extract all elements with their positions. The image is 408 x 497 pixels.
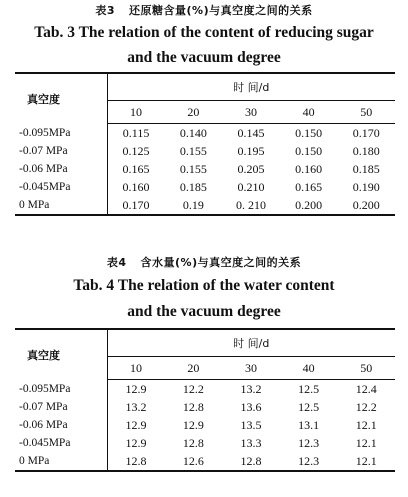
- table4-caption-block: [0, 254, 408, 322]
- table4-row: [15, 434, 395, 452]
- table3-cell: 0. 210: [222, 196, 280, 215]
- table4-cell: 12.8: [107, 452, 165, 471]
- table3-caption-block: [0, 2, 408, 68]
- table3-cell: 0.195: [237, 143, 265, 158]
- table3-cell: 0.150: [295, 143, 323, 158]
- table3-time-header: 时 间/d: [107, 73, 395, 101]
- table3-col-header: 10: [107, 101, 165, 124]
- table4-row-header: 真空度: [15, 329, 107, 380]
- table3-cell: 0.185: [352, 161, 380, 176]
- table4-caption-text: 含水量(%)与真空度之间的关系: [140, 256, 302, 269]
- table3-cell: 0.160: [295, 161, 323, 176]
- table4-cell: 12.8: [182, 399, 204, 414]
- table4-cell: 13.2: [240, 381, 262, 396]
- table3-cell: 0.155: [179, 143, 207, 158]
- table4-cell: 12.1: [355, 417, 377, 432]
- table3-title-en-line1: Tab. 3 The relation of the content of reducing sugar: [34, 24, 374, 41]
- table4-col-header: 10: [107, 357, 165, 380]
- table4-cell: 12.8: [222, 452, 280, 471]
- table4-row: [15, 416, 395, 434]
- table3-cell: 0.125: [122, 143, 150, 158]
- table3-cell: 0.170: [352, 125, 380, 140]
- table4-row-label: -0.045MPa: [15, 434, 107, 452]
- table4-cell: 12.9: [125, 435, 147, 450]
- table3-cell: 0.200: [280, 196, 338, 215]
- table3-row: [15, 178, 395, 196]
- table3-cell: 0.185: [179, 179, 207, 194]
- table3-row-label: -0.095MPa: [15, 124, 107, 143]
- table3-cell: 0.180: [352, 143, 380, 158]
- table4-cell: 12.8: [182, 435, 204, 450]
- table4-row: [15, 452, 395, 471]
- table3-cell: 0.145: [237, 125, 265, 140]
- table4: [15, 328, 395, 472]
- table3-row-label: -0.045MPa: [15, 178, 107, 196]
- table4-col-header: 40: [280, 357, 338, 380]
- table4-cell: 12.2: [355, 399, 377, 414]
- table4-cell: 12.3: [298, 435, 320, 450]
- table4-cell: 12.4: [355, 381, 377, 396]
- table4-cell: 13.6: [240, 399, 262, 414]
- table4-cell: 13.2: [125, 399, 147, 414]
- table4-cell: 12.5: [298, 399, 320, 414]
- table3-title-en-line2: and the vacuum degree: [127, 49, 281, 66]
- table3-col-header: 50: [337, 101, 395, 124]
- table3-row-header: 真空度: [15, 73, 107, 124]
- table4-caption-number: 表4: [106, 256, 127, 269]
- table3-row: [15, 142, 395, 160]
- table4-caption-cn: [0, 254, 408, 270]
- table4-title-en-line2: and the vacuum degree: [127, 303, 281, 320]
- table4-cell: 12.5: [298, 381, 320, 396]
- table4-row-label: 0 MPa: [15, 452, 107, 471]
- table3-cell: 0.200: [337, 196, 395, 215]
- table3-row: [15, 124, 395, 143]
- table4-row-label: -0.06 MPa: [15, 416, 107, 434]
- table3-cell: 0.210: [237, 179, 265, 194]
- table4-row-label: -0.095MPa: [15, 380, 107, 399]
- table3-col-header: 40: [280, 101, 338, 124]
- table4-row: [15, 380, 395, 399]
- table3-caption-number: 表3: [95, 4, 116, 17]
- table3-row: [15, 160, 395, 178]
- table3-caption-cn: [0, 2, 408, 18]
- table3-cell: 0.170: [107, 196, 165, 215]
- table3-cell: 0.150: [295, 125, 323, 140]
- table3-cell: 0.19: [165, 196, 223, 215]
- table3-cell: 0.190: [352, 179, 380, 194]
- table3-cell: 0.160: [122, 179, 150, 194]
- table3-row-label: -0.06 MPa: [15, 160, 107, 178]
- table4-row: [15, 398, 395, 416]
- table4-cell: 12.6: [165, 452, 223, 471]
- table3-cell: 0.165: [122, 161, 150, 176]
- table3-row: [15, 196, 395, 215]
- table4-col-header: 20: [165, 357, 223, 380]
- table3-row-label: 0 MPa: [15, 196, 107, 215]
- table4-cell: 13.3: [240, 435, 262, 450]
- table3-cell: 0.205: [237, 161, 265, 176]
- table4-time-header: 时 间/d: [107, 329, 395, 357]
- table4-row-label: -0.07 MPa: [15, 398, 107, 416]
- table4-cell: 12.1: [337, 452, 395, 471]
- table4-cell: 12.3: [280, 452, 338, 471]
- table4-cell: 12.9: [182, 417, 204, 432]
- table3-cell: 0.165: [295, 179, 323, 194]
- table4-cell: 13.1: [298, 417, 320, 432]
- table4-cell: 12.2: [182, 381, 204, 396]
- table4-title-en-line1: Tab. 4 The relation of the water content: [73, 277, 335, 294]
- table3: [15, 72, 395, 216]
- table3-cell: 0.155: [179, 161, 207, 176]
- table3-caption-text: 还原糖含量(%)与真空度之间的关系: [129, 4, 313, 17]
- table4-cell: 12.9: [125, 417, 147, 432]
- table3-row-label: -0.07 MPa: [15, 142, 107, 160]
- table4-cell: 12.1: [355, 435, 377, 450]
- table3-col-header: 20: [165, 101, 223, 124]
- table4-cell: 12.9: [125, 381, 147, 396]
- table4-col-header: 50: [337, 357, 395, 380]
- table3-cell: 0.115: [122, 125, 150, 140]
- table3-col-header: 30: [222, 101, 280, 124]
- table4-cell: 13.5: [240, 417, 262, 432]
- table4-col-header: 30: [222, 357, 280, 380]
- table3-cell: 0.140: [179, 125, 207, 140]
